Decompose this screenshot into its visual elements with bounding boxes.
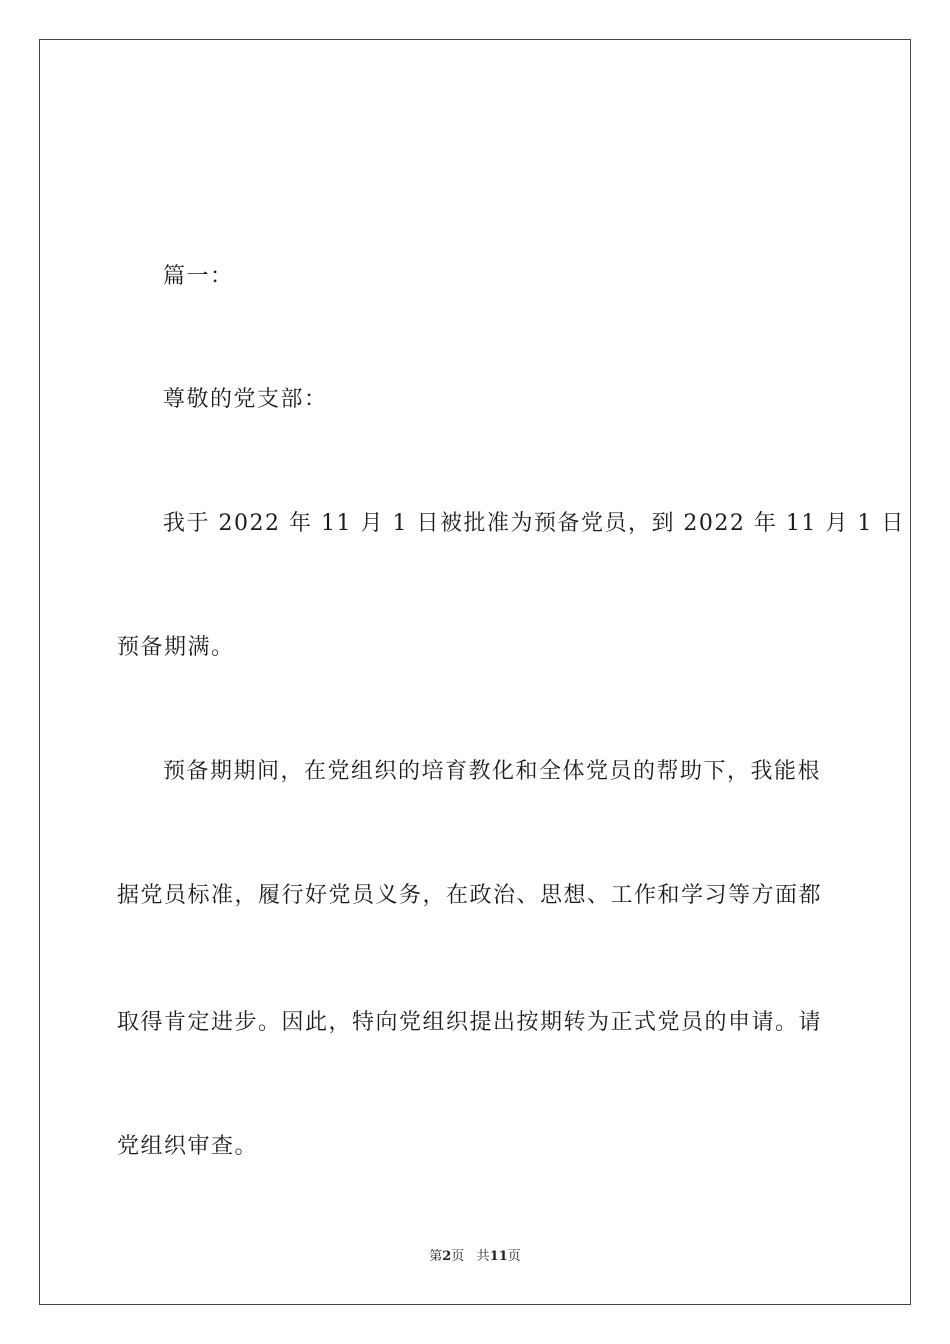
salutation: 尊敬的党支部： <box>163 387 328 412</box>
paragraph-2-line-3: 取得肯定进步。因此，特向党组织提出按期转为正式党员的申请。请 <box>117 1010 823 1035</box>
page-footer <box>0 1249 950 1265</box>
paragraph-2-line-1: 预备期期间，在党组织的培育教化和全体党员的帮助下，我能根 <box>163 759 822 784</box>
footer-page-number: 2 <box>442 1249 452 1264</box>
footer-total-pages: 11 <box>489 1249 508 1264</box>
footer-total-suffix: 页 <box>507 1249 521 1264</box>
paragraph-2-line-4: 党组织审查。 <box>117 1134 259 1159</box>
paragraph-1-line-2: 预备期满。 <box>117 635 235 660</box>
paragraph-1-line-1: 我于 2022 年 11 月 1 日被批准为预备党员，到 2022 年 11 月 1 日 <box>163 511 905 536</box>
footer-page-prefix: 第 <box>429 1249 443 1264</box>
paragraph-2-line-2: 据党员标准，履行好党员义务，在政治、思想、工作和学习等方面都 <box>117 883 823 908</box>
section-heading: 篇一： <box>163 264 234 289</box>
page-border <box>39 39 911 1305</box>
footer-page-suffix: 页 <box>451 1249 465 1264</box>
footer-total-prefix: 共 <box>476 1249 490 1264</box>
